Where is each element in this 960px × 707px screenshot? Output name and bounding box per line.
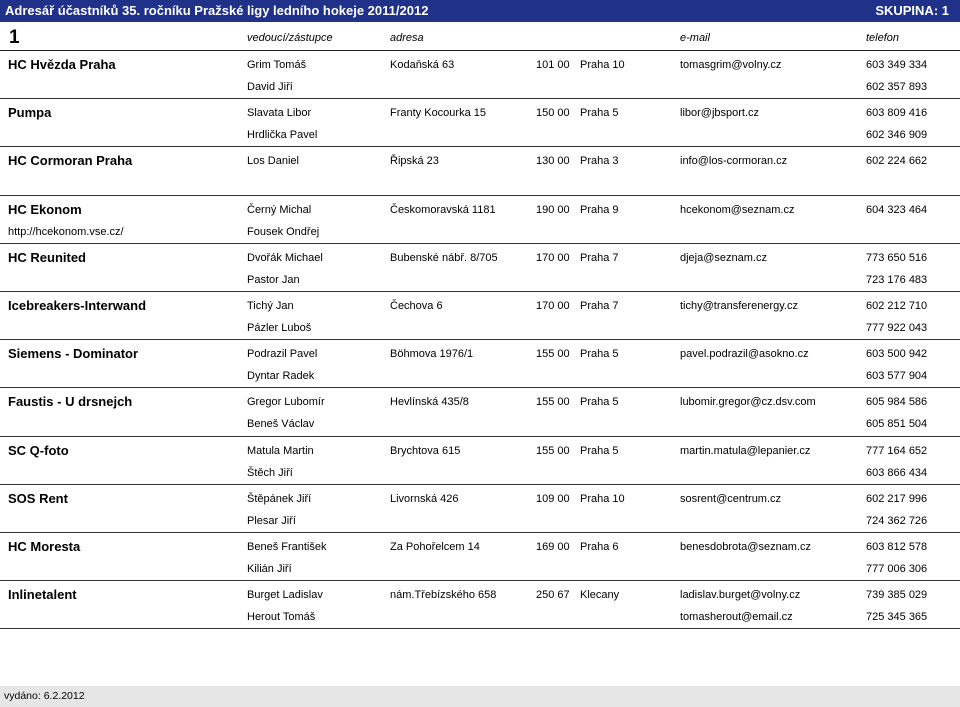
contact-row	[0, 538, 960, 556]
contact-phone: 605 984 586	[866, 396, 928, 409]
contact-street: Kodaňská 63	[390, 59, 455, 71]
column-header-address: adresa	[390, 32, 424, 44]
team-block	[0, 533, 960, 581]
team-name: Icebreakers-Interwand	[8, 297, 147, 313]
contact-phone: 603 349 334	[866, 59, 928, 71]
contact-row	[0, 415, 960, 433]
contact-zip: 150 00	[536, 107, 570, 120]
contact-phone: 725 345 365	[866, 611, 928, 624]
contact-phone: 603 812 578	[866, 540, 928, 553]
contact-person: Burget Ladislav	[247, 589, 323, 602]
contact-street: Čechova 6	[390, 299, 443, 312]
contact-row	[0, 367, 960, 385]
contact-city: Praha 6	[580, 540, 619, 553]
contact-city: Praha 5	[580, 348, 619, 361]
contact-person: Plesar Jiří	[247, 514, 296, 527]
contact-phone: 603 577 904	[866, 370, 928, 383]
contact-zip: 169 00	[536, 540, 570, 553]
column-header-phone: telefon	[866, 32, 900, 44]
contact-phone: 602 346 909	[866, 129, 928, 142]
contact-person: Černý Michal	[247, 203, 312, 216]
contact-phone: 739 385 029	[866, 589, 928, 602]
contact-phone: 605 851 504	[866, 418, 928, 431]
contact-phone: 603 866 434	[866, 466, 928, 479]
contact-email: libor@jbsport.cz	[680, 107, 760, 120]
contact-street: nám.Třebízského 658	[390, 589, 497, 602]
contact-city: Praha 5	[580, 396, 619, 409]
contact-row	[0, 560, 960, 578]
contact-person: Dvořák Michael	[247, 251, 323, 264]
contact-phone: 603 809 416	[866, 107, 928, 120]
contact-phone: 773 650 516	[866, 251, 928, 264]
team-block	[0, 485, 960, 533]
contact-person: Kilián Jiří	[247, 562, 292, 575]
contact-phone: 602 217 996	[866, 492, 928, 505]
contact-city: Praha 5	[580, 107, 619, 120]
contact-row	[0, 297, 960, 315]
team-block	[0, 99, 960, 147]
contact-zip: 109 00	[536, 492, 570, 505]
contact-row	[0, 271, 960, 289]
contact-person: Beneš Václav	[247, 418, 315, 431]
contact-row	[0, 442, 960, 460]
contact-city: Praha 3	[580, 155, 619, 168]
group-label: SKUPINA: 1	[875, 3, 949, 18]
contact-row	[0, 319, 960, 337]
contact-city: Praha 7	[580, 251, 619, 264]
team-name: HC Hvězda Praha	[8, 57, 116, 72]
contact-email: ladislav.burget@volny.cz	[680, 589, 801, 602]
team-block	[0, 51, 960, 99]
contact-person: Štěpánek Jiří	[247, 492, 312, 505]
contact-row	[0, 490, 960, 508]
contact-street: Franty Kocourka 15	[390, 107, 486, 120]
contact-row	[0, 223, 960, 241]
contact-email: hcekonom@seznam.cz	[680, 203, 795, 216]
team-name: HC Reunited	[8, 249, 86, 265]
contact-person: Herout Tomáš	[247, 611, 316, 624]
contact-row	[0, 126, 960, 144]
team-block	[0, 292, 960, 340]
team-name: SOS Rent	[8, 490, 68, 506]
footer	[0, 686, 960, 707]
contact-row	[0, 104, 960, 122]
contact-phone: 777 164 652	[866, 444, 928, 457]
column-header-row	[0, 22, 960, 51]
contact-phone: 604 323 464	[866, 203, 928, 216]
team-name: HC Moresta	[8, 538, 81, 554]
contact-street: Za Pohořelcem 14	[390, 540, 480, 553]
contact-zip: 101 00	[536, 59, 570, 71]
contact-person: Dyntar Radek	[247, 370, 315, 383]
contact-row	[0, 464, 960, 482]
contact-phone: 777 922 043	[866, 321, 928, 334]
contact-zip: 250 67	[536, 589, 570, 602]
contact-person: Štěch Jiří	[247, 466, 293, 479]
contact-email: sosrent@centrum.cz	[680, 492, 782, 505]
team-block	[0, 244, 960, 292]
team-name: HC Cormoran Praha	[8, 153, 133, 169]
team-name: SC Q-foto	[8, 442, 69, 458]
contact-phone: 602 224 662	[866, 155, 928, 168]
contact-street: Böhmova 1976/1	[390, 348, 474, 361]
contact-person: Fousek Ondřej	[247, 225, 320, 238]
contact-person: David Jiří	[247, 81, 293, 93]
contact-street: Brychtova 615	[390, 444, 461, 457]
contact-person: Grim Tomáš	[247, 59, 307, 71]
column-header-email: e-mail	[680, 32, 710, 44]
contact-row	[0, 586, 960, 604]
team-name: Pumpa	[8, 105, 52, 121]
team-list	[0, 51, 960, 629]
contact-row	[0, 56, 960, 74]
contact-city: Praha 9	[580, 203, 619, 216]
contact-phone: 603 500 942	[866, 348, 928, 361]
contact-street: Řipská 23	[390, 155, 439, 168]
team-website: http://hcekonom.vse.cz/	[8, 225, 124, 238]
contact-street: Českomoravská 1181	[390, 203, 496, 216]
contact-person: Los Daniel	[247, 155, 299, 168]
contact-street: Bubenské nábř. 8/705	[390, 251, 498, 264]
contact-person: Tichý Jan	[247, 299, 294, 312]
team-block	[0, 581, 960, 629]
contact-person: Beneš František	[247, 540, 327, 553]
contact-zip: 170 00	[536, 299, 570, 312]
contact-email: tichy@transferenergy.cz	[680, 299, 798, 312]
contact-city: Praha 5	[580, 444, 619, 457]
contact-person: Slavata Libor	[247, 107, 312, 120]
team-block	[0, 196, 960, 244]
column-header-leader: vedoucí/zástupce	[247, 32, 333, 44]
contact-person: Hrdlička Pavel	[247, 129, 318, 142]
contact-person: Pázler Luboš	[247, 321, 312, 334]
contact-zip: 155 00	[536, 348, 570, 361]
contact-email: benesdobrota@seznam.cz	[680, 540, 812, 553]
contact-row	[0, 608, 960, 626]
contact-row	[0, 201, 960, 219]
contact-person: Pastor Jan	[247, 273, 300, 286]
contact-email: lubomir.gregor@cz.dsv.com	[680, 396, 816, 409]
contact-row	[0, 78, 960, 96]
contact-email: tomasherout@email.cz	[680, 611, 793, 624]
contact-city: Praha 10	[580, 59, 625, 71]
contact-city: Praha 10	[580, 492, 625, 505]
contact-phone: 723 176 483	[866, 273, 928, 286]
contact-row	[0, 393, 960, 411]
contact-zip: 130 00	[536, 155, 570, 168]
issue-date: vydáno: 6.2.2012	[4, 690, 85, 702]
team-name: Faustis - U drsnejch	[8, 394, 133, 410]
contact-email: info@los-cormoran.cz	[680, 155, 788, 168]
contact-street: Livornská 426	[390, 492, 459, 505]
title-bar	[0, 0, 960, 22]
contact-phone: 777 006 306	[866, 562, 928, 575]
contact-phone: 602 212 710	[866, 299, 928, 312]
team-name: Inlinetalent	[8, 587, 77, 603]
contact-zip: 190 00	[536, 203, 570, 216]
team-block	[0, 340, 960, 388]
team-block	[0, 388, 960, 436]
team-name: HC Ekonom	[8, 201, 82, 217]
group-number: 1	[9, 27, 20, 48]
contact-row	[0, 152, 960, 170]
contact-person: Matula Martin	[247, 444, 314, 457]
contact-city: Klecany	[580, 589, 620, 602]
contact-email: tomasgrim@volny.cz	[680, 59, 782, 71]
contact-phone: 602 357 893	[866, 81, 928, 93]
contact-zip: 155 00	[536, 444, 570, 457]
contact-row	[0, 512, 960, 530]
contact-person: Podrazil Pavel	[247, 348, 318, 361]
contact-zip: 155 00	[536, 396, 570, 409]
contact-row	[0, 345, 960, 363]
contact-row	[0, 249, 960, 267]
contact-street: Hevlínská 435/8	[390, 396, 469, 409]
contact-phone: 724 362 726	[866, 514, 928, 527]
team-name: Siemens - Dominator	[8, 346, 139, 362]
contact-email: djeja@seznam.cz	[680, 251, 767, 264]
team-block	[0, 147, 960, 195]
contact-zip: 170 00	[536, 251, 570, 264]
document-title: Adresář účastníků 35. ročníku Pražské ligy ledního hokeje 2011/2012	[5, 3, 429, 18]
contact-email: pavel.podrazil@asokno.cz	[680, 348, 809, 361]
contact-city: Praha 7	[580, 299, 619, 312]
contact-person: Gregor Lubomír	[247, 396, 325, 409]
team-block	[0, 437, 960, 485]
contact-email: martin.matula@lepanier.cz	[680, 444, 811, 457]
